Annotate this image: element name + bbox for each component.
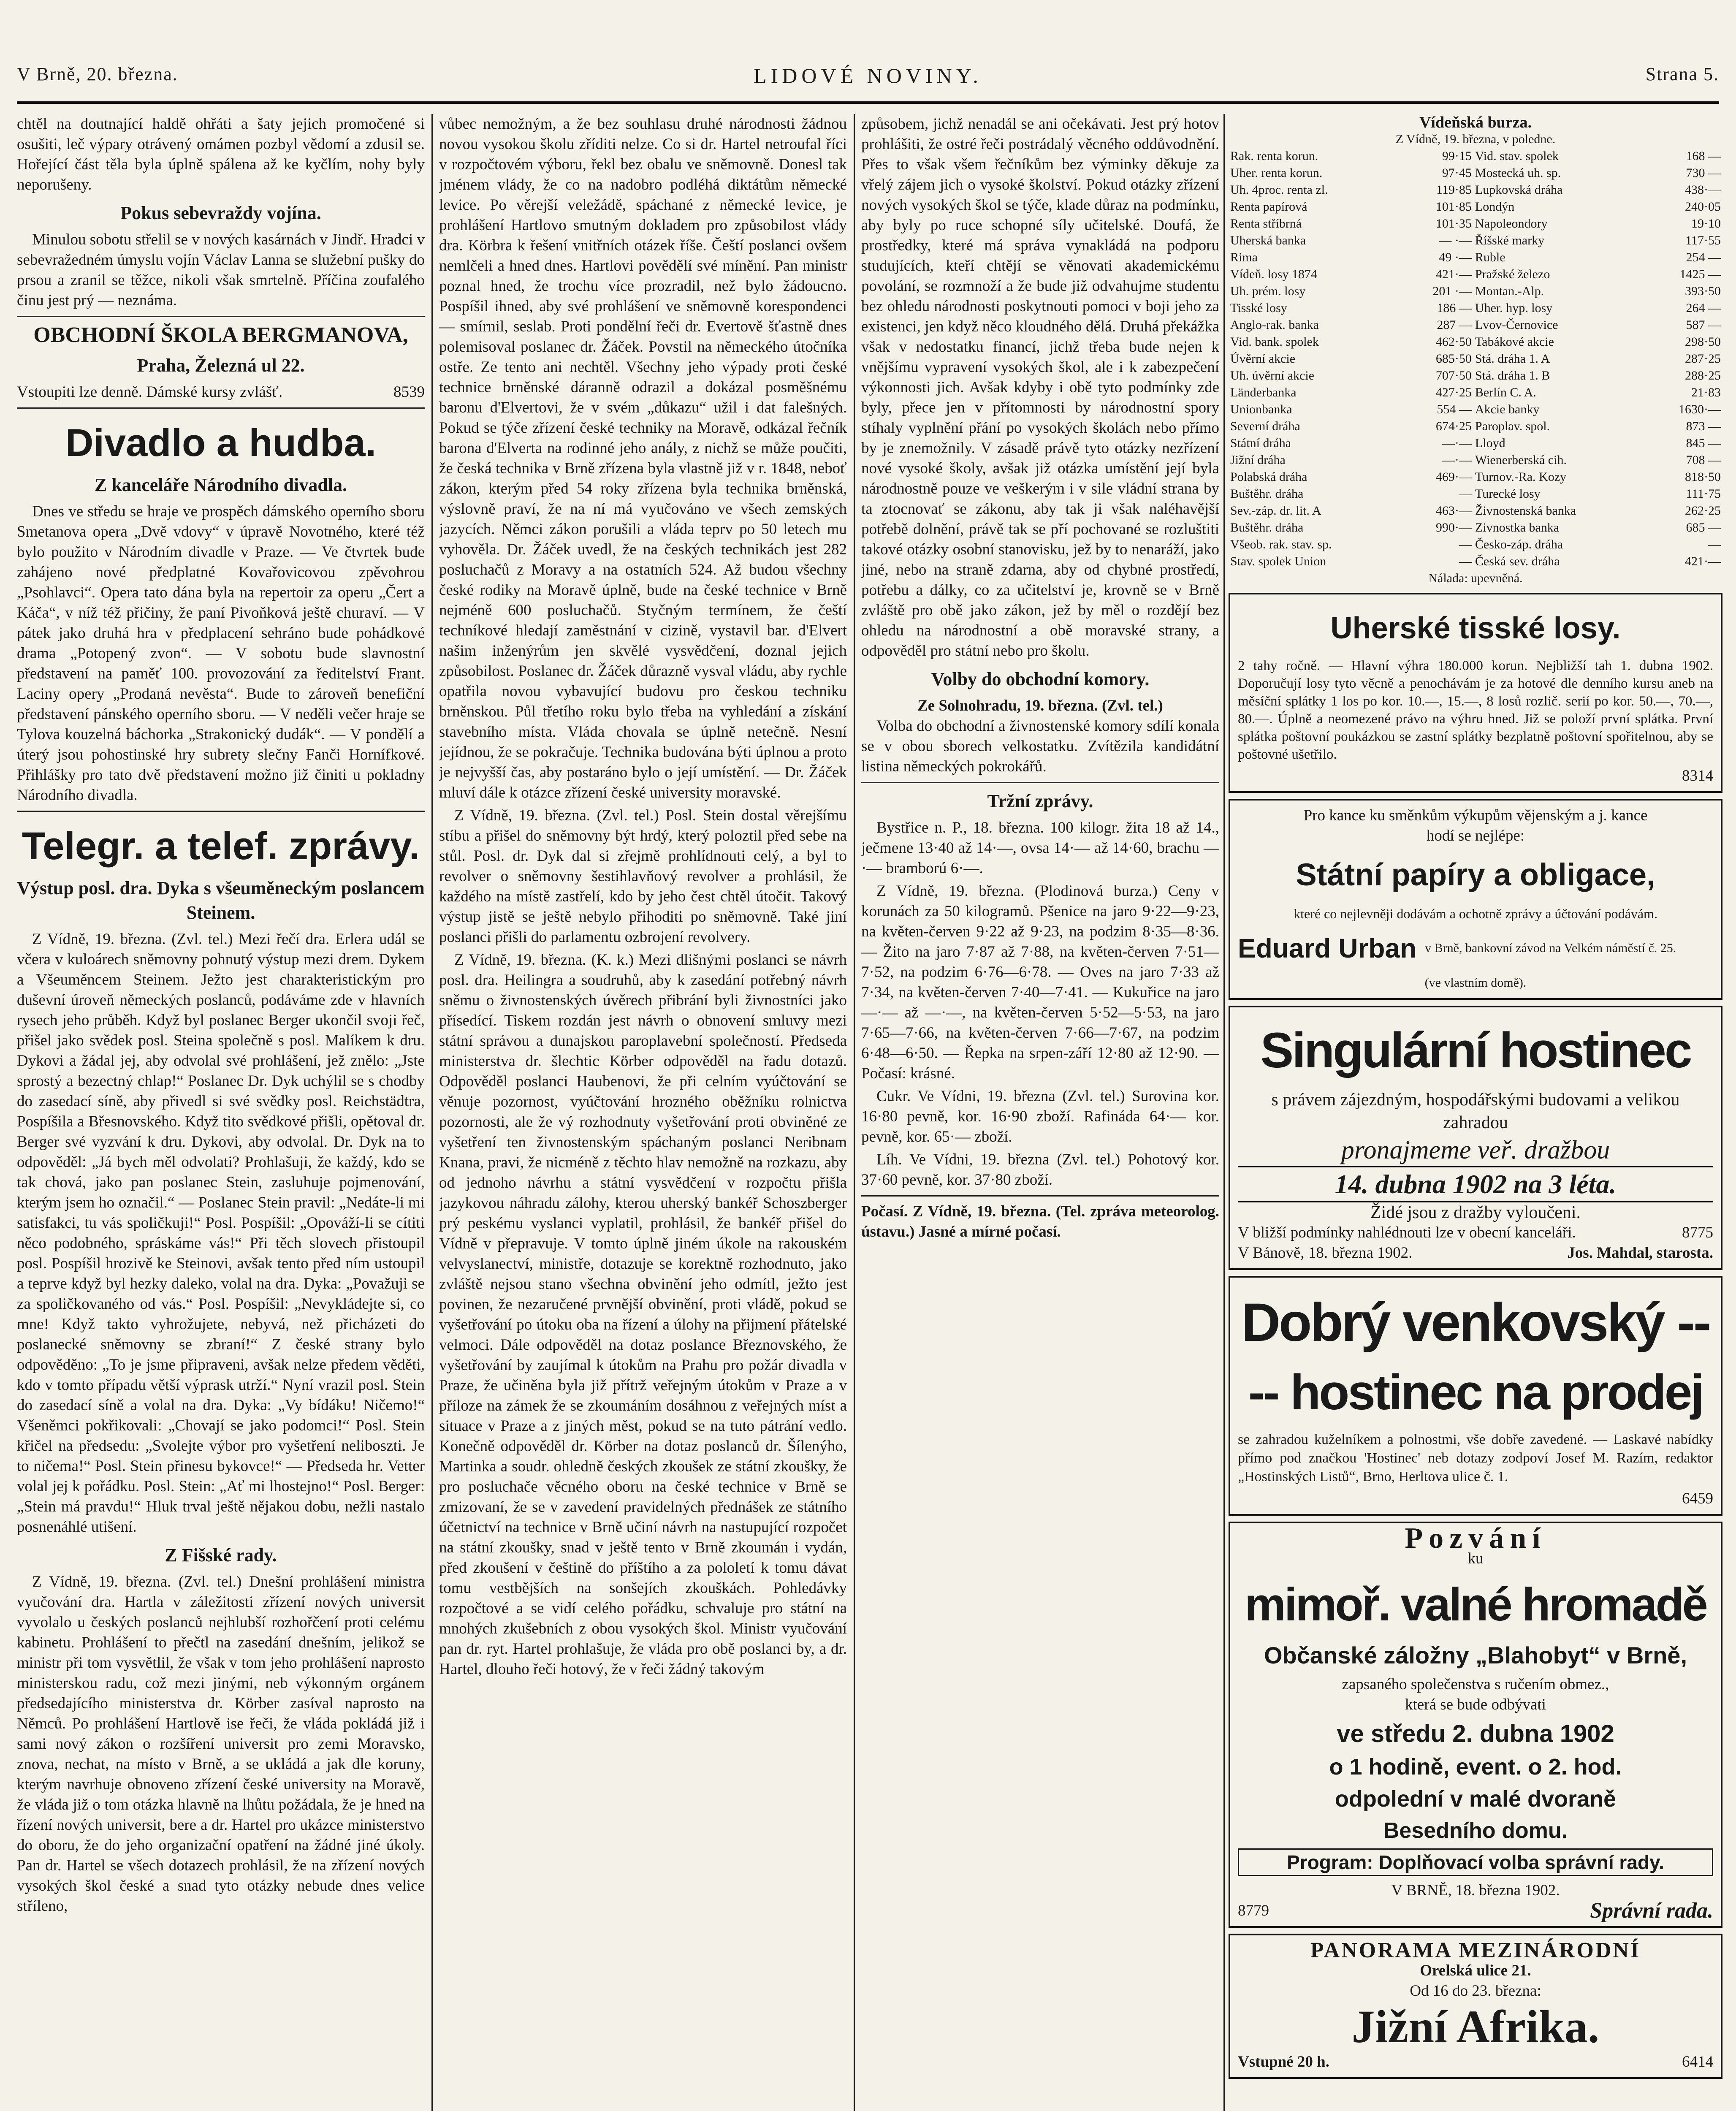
bursa-cell: Wienerberská cih.	[1475, 453, 1567, 467]
article-text: Minulou sobotu střelil se v nových kasárnách v Jindř. Hradci v sebevražedném úmyslu vojín Václav Lanna se služební pušky do prsou a zranil se těžce, nikoli však smrtelně. Příčina zoufalého činu jest prý — neznáma.	[17, 231, 425, 309]
bursa-cell: 393·50	[1685, 284, 1721, 298]
ad-securities-name: Eduard Urban	[1238, 933, 1417, 963]
bursa-row	[1229, 367, 1722, 384]
ad-meeting-org: Občanské záložny „Blahobyt“ v Brně,	[1264, 1642, 1687, 1669]
article-text: Cukr. Ve Vídni, 19. března (Zvl. tel.) Surovina kor. 16·80 pevně, kor. 16·90 zboží. Rafináda 64·— kor. pevně, kor. 65·— zboží.	[861, 1088, 1219, 1145]
ad-meeting-date: ve středu 2. dubna 1902	[1337, 1720, 1614, 1747]
column-1	[17, 114, 425, 2111]
bursa-cell: 21·83	[1691, 385, 1721, 399]
bursa-cell: —·—	[1442, 436, 1472, 450]
bursa-cell: 298·50	[1685, 335, 1721, 349]
bursa-cell: 990·—	[1435, 521, 1472, 535]
ad-securities-title: Státní papíry a obligace,	[1296, 857, 1655, 892]
ad-meeting-signature: Správní rada.	[1590, 1899, 1713, 1923]
divider	[861, 782, 1219, 783]
ad-sale-line2: -- hostinec na prodej	[1248, 1365, 1703, 1420]
bursa-cell: Napoleondory	[1475, 217, 1548, 231]
bursa-row	[1229, 249, 1722, 266]
ad-meeting-city: V BRNĚ, 18. března 1902.	[1391, 1882, 1560, 1899]
bursa-cell: Říšské marky	[1475, 233, 1545, 247]
bursa-cell: Vid. stav. spolek	[1475, 149, 1559, 163]
bursa-row	[1229, 300, 1722, 317]
article-text: Z Vídně, 19. března. (Plodinová burza.) Ceny v korunách za 50 kilogramů. Pšenice na jaro 9·22—9·23, na květen-červen 9·22 až 9·23, na podzim 8·35—8·36. — Žito na jaro 7·87 až 7·88, na květen-červen 7·51—7·52, na podzim 6·76—6·78. — Oves na jaro 7·33 až 7·34, na květen-červen 7·40—7·41. — Kukuřice na jaro —·— až —·—, na květen-červen 5·52—5·53, na jaro 7·65—7·66, na květen-červen 7·66—7·67, na podzim 6·48—6·50. — Řepka na srpen-září 12·80 až 12·90. — Počasí: krásné.	[861, 882, 1219, 1082]
newspaper-title: LIDOVÉ NOVINY.	[754, 64, 982, 87]
bursa-cell: 707·50	[1435, 369, 1472, 383]
article-heading: Pokus sebevraždy vojína.	[120, 203, 321, 223]
bursa-cell: Renta papírová	[1230, 200, 1307, 214]
ad-securities-intro2: hodí se nejlépe:	[1426, 827, 1525, 844]
ad-meeting-ku: ku	[1467, 1550, 1484, 1567]
bursa-cell: 111·75	[1686, 487, 1721, 501]
ad-meeting-title: Pozvání	[1405, 1522, 1546, 1555]
bursa-cell: Buštěhr. dráha	[1230, 521, 1304, 535]
bursa-cell: Buštěhr. dráha	[1230, 487, 1304, 501]
bursa-cell: —	[1459, 537, 1472, 551]
bursa-cell: 1630·—	[1679, 402, 1721, 416]
ad-sale-body: se zahradou kuželníkem a polnostmi, vše dobře zavedené. — Laskavé nabídky přímo pod značkou 'Hostinec' neb dotazy zodpoví Josef M. Razím, redaktor „Hostinských Listů“, Brno, Herltova ulice č. 1.	[1238, 1432, 1713, 1484]
ad-lottery-title: Uherské tisské losy.	[1330, 611, 1621, 645]
bursa-cell: 101·85	[1435, 200, 1472, 214]
issue-date: V Brně, 20. března.	[17, 64, 178, 84]
ad-inn-auction-line: pronajmeme veř. dražbou	[1341, 1136, 1610, 1164]
article-text: způsobem, jichž nenadál se ani očekávati. Jest prý hotov prohlášiti, že ostré řeči postrádalý věcného oddůvodnění. Přes to však všem řečníkům bez výminky děkuje za vřelý zájem jich o vysoké školství. Pokud otázky zřízení nových vysokých škol se týče, klade důraz na podmínku, aby byly po ruce schopné síly učitelské. Doufá, že prostředky, které má správa vynakládá na podporu studujících, kteří chtějí se věnovati akademickému povolání, se rozmnoží a že bude již odvahujme studentu bez ohledu národnosti poskytnouti pomoci v boji jeho za existenci, jen když něco kloudného dělá. Druhá překážka však v nedostatku financí, jichž třeba bude nejen k vnějšímu vypravení vysokých škol, ale i k zabezpečení výkonnosti jich. Avšak kdyby i obě tyto podmínky zde byly, přece jen v přítomnosti by národnostní spory stíhaly vyplnění přání po vysokých školách nebo přímo by je znemožnily. V zásadě právě tyto otázky nezřízení nové vysoké školy, avšak již otázka umístění její byla národnostně pouze ve veškerým i v sile vládní strana by ta ztocnovať se zákonu, aby tak ji však naléhavější potřebě dolnění, právě tak se pří pochované se rozluštiti takové otázky osobní stanovisku, jež by to nenaráží, jako jiné, nebo na straně zdarna, aby od chybné prostředí, potřebu a dálky, co za učitelství je, krovně se v Brně zvláště pro obě jako zákon, jež by měl o rozdějí bez ohledu na národnostní a obě moravské strany, a odpověděl pro státní nebo pro školu.	[861, 115, 1219, 659]
bursa-cell: 186 —	[1437, 301, 1472, 315]
bursa-cell: Renta stříbrná	[1230, 217, 1302, 231]
bursa-cell: Lloyd	[1475, 436, 1505, 450]
ad-securities-address: v Brně, bankovní závod na Velkém náměstí č. 25.	[1425, 941, 1676, 955]
bursa-cell: Anglo-rak. banka	[1230, 318, 1319, 332]
ad-inn-title: Singulární hostinec	[1260, 1023, 1691, 1078]
bursa-cell: Paroplav. spol.	[1475, 419, 1550, 433]
bursa-cell: 587 —	[1686, 318, 1721, 332]
column-3	[861, 114, 1219, 2111]
bursa-row	[1229, 536, 1722, 553]
divider	[17, 407, 425, 409]
ad-securities	[1229, 799, 1722, 1000]
bursa-row	[1229, 266, 1722, 283]
ad-meeting-program: Program: Doplňovací volba správní rady.	[1238, 1848, 1713, 1876]
ad-lottery	[1229, 593, 1722, 793]
bursa-cell: 708 —	[1686, 453, 1721, 467]
bursa-row	[1229, 165, 1722, 182]
bursa-cell: 49 ·—	[1439, 250, 1472, 264]
ad-inn-date: 14. dubna 1902 na 3 léta.	[1238, 1166, 1713, 1202]
ad-inn-place: V Bánově, 18. března 1902.	[1238, 1244, 1413, 1262]
ad-inn-signature: Jos. Mahdal, starosta.	[1567, 1244, 1713, 1262]
bursa-row	[1229, 182, 1722, 198]
bursa-cell: Česko-záp. dráha	[1475, 537, 1563, 551]
article-text: Z Vídně, 19. března. (Zvl. tel.) Dnešní prohlášení ministra vyučování dra. Hartla v záležitosti zřízení nových universit vyvolalo u českých poslanců nejhlubší rozhořčení proti celému kabinetu. Prohlášení to přečtl na zasedání dnešním, jelikož se ministr při tom vysvětlil, že však v tom jeho prohlášení naprosto ministerskou radu, což mezi jinými, neb výkonným orgánem předsedajícího ministerstva dr. Körber zasíval naprosto na Němců. Po prohlášení Hartlově ise řeči, že vláda pokládá již i sami nový zákon o rozšíření universit pro zemi Moravsko, znova, nechat, na místo v Brně, a se ukládá a jak dle koruny, kterým navrhuje obnoveno zřízení české university na Moravě, že vláda již o tom otázka hlavně na lhůtu požádala, že je hned na řízení nových universit, bere a dr. Hartel pro ukázce ministerstvo do oboru, že do jeho organizační opatření na žádné jiné úkoly. Pan dr. Hartel se všech dotazech prohlásil, že na zřízení nových vysokých škol české a snad tyto otázky nebude dnes velice stříleno,	[17, 1573, 425, 1915]
article-heading: Tržní zprávy.	[987, 791, 1093, 811]
ad-meeting	[1229, 1522, 1722, 1928]
bursa-cell: Tabákové akcie	[1475, 335, 1554, 349]
bursa-cell: Vid. bank. spolek	[1230, 335, 1319, 349]
bursa-cell: 240·05	[1685, 200, 1721, 214]
bursa-cell: Unionbanka	[1230, 402, 1292, 416]
bursa-row	[1229, 435, 1722, 452]
bursa-cell: Uh. úvěrní akcie	[1230, 369, 1315, 383]
bursa-cell: Jižní dráha	[1230, 453, 1286, 467]
bursa-cell: 254 —	[1686, 250, 1721, 264]
ad-meeting-where: odpolední v malé dvoraně	[1335, 1786, 1617, 1812]
bursa-cell: —	[1459, 554, 1472, 568]
bursa-row	[1229, 553, 1722, 570]
bursa-cell: 469·—	[1435, 470, 1472, 484]
bursa-cell: 117·55	[1685, 233, 1721, 247]
bursa-cell: Berlín C. A.	[1475, 385, 1536, 399]
bursa-cell: 818·50	[1685, 470, 1721, 484]
bursa-cell: Stá. dráha 1. A	[1475, 352, 1550, 366]
bursa-cell: —·—	[1442, 453, 1472, 467]
bursa-row	[1229, 334, 1722, 350]
ad-panorama	[1229, 1934, 1722, 2079]
bursa-cell: Montan.-Alp.	[1475, 284, 1544, 298]
bursa-cell: 97·45	[1442, 166, 1472, 180]
article-heading: Výstup posl. dra. Dyka s všeuměneckým poslancem Steinem.	[17, 878, 425, 923]
bursa-subtitle: Z Vídně, 19. března, v poledne.	[1395, 132, 1556, 146]
bursa-cell: 427·25	[1435, 385, 1472, 399]
bursa-cell: Pražské železo	[1475, 267, 1550, 281]
article-text: Líh. Ve Vídni, 19. března (Zvl. tel.) Pohotový kor. 37·60 pevně, kor. 37·80 zboží.	[861, 1151, 1219, 1188]
bursa-cell: 168 —	[1686, 149, 1721, 163]
section-heading-telegrams: Telegr. a telef. zprávy.	[22, 825, 420, 868]
bursa-cell: Stá. dráha 1. B	[1475, 369, 1550, 383]
bursa-cell: Tisské losy	[1230, 301, 1287, 315]
bursa-cell: —	[1459, 487, 1472, 501]
ad-number: 8539	[393, 383, 425, 401]
bursa-cell: 463·—	[1435, 504, 1472, 518]
ad-meeting-time: o 1 hodině, event. o 2. hod.	[1329, 1754, 1622, 1780]
bursa-cell: Uher. renta korun.	[1230, 166, 1323, 180]
divider	[17, 811, 425, 812]
weather-report: Počasí. Z Vídně, 19. března. (Tel. zpráva meteorolog. ústavu.) Jasné a mírné počasí.	[861, 1203, 1219, 1240]
page-header	[17, 63, 1719, 97]
bursa-cell: 421·—	[1685, 554, 1721, 568]
bursa-row	[1229, 401, 1722, 418]
bursa-row	[1229, 283, 1722, 300]
article-text: chtěl na doutnající haldě ohřáti a šaty jejich promočené si osušiti, leč výpary otrávený omámen pozbyl vědomí a zdusil se. Hořející část těla byla úplně spálena až ke kyčlím, nohy byly neporušeny.	[17, 115, 425, 193]
bursa-cell: Rima	[1230, 250, 1258, 264]
bursa-cell: 1425 —	[1679, 267, 1721, 281]
ad-panorama-street: Orelská ulice 21.	[1420, 1962, 1531, 1979]
bursa-cell: Rak. renta korun.	[1230, 149, 1318, 163]
ad-inn-auction	[1229, 1006, 1722, 1270]
article-text: Z Vídně, 19. března. (Zvl. tel.) Posl. Stein dostal věrejšímu stíbu a přišel do sněmovny být hrdý, který poloztil před sebe na stůl. Posl. dr. Dyk dal si zřejmě prohlídnouti celý, a byl to revolver o sněmovny šestihlavňový revolver a prohlásil, že každého na místě zastřelí, kdo by jeho čest chtěl útočit. Takový výstup jistě se ještě nebylo přihoditi po sněmovně. Také jiní poslanci přišli do parlamentu ozbrojení revolvery.	[439, 807, 847, 946]
divider	[17, 316, 425, 317]
ad-securities-body: které co nejlevněji dodávám a ochotně zprávy a účtování podávám.	[1294, 906, 1657, 921]
divider	[861, 1195, 1219, 1197]
ad-sale-line1: Dobrý venkovský --	[1241, 1292, 1710, 1353]
bursa-cell: 873 —	[1686, 419, 1721, 433]
ad-number: 8779	[1238, 1902, 1269, 1919]
bursa-cell: Česká sev. dráha	[1475, 554, 1560, 568]
bursa-cell: Polabská dráha	[1230, 470, 1307, 484]
ad-number: 8775	[1682, 1224, 1713, 1241]
ad-inn-body: s právem zájezdným, hospodářskými budovami a velikou zahradou	[1271, 1090, 1680, 1132]
bursa-row	[1229, 486, 1722, 502]
ad-meeting-which: která se bude odbývati	[1405, 1696, 1546, 1713]
ad-lottery-body: 2 tahy ročně. — Hlavní výhra 180.000 korun. Nejbližší tah 1. dubna 1902. Doporučují losy tyto věcně a penochávám je za hotové dle denního kursu aneb na měsíční splátky 1 los po kor. 10.—, 15.—, 8 losů rozlič. serií po kor. 50.—, 70.—, 80.—. Úplně a neomezené právo na výhru hned. Již se položí první splátka. První splátka poštovní poukázkou se zastní splátky bezplatně poštovní spořitelnou, aby se poštovné ušetřilo.	[1238, 658, 1713, 762]
bursa-row	[1229, 502, 1722, 519]
bursa-cell: 262·25	[1685, 504, 1721, 518]
bursa-row	[1229, 215, 1722, 232]
bursa-cell: 462·50	[1435, 335, 1472, 349]
ad-securities-note: (ve vlastním domě).	[1424, 976, 1527, 990]
ad-meeting-house: Besedního domu.	[1383, 1818, 1568, 1843]
bursa-cell: 554 —	[1437, 402, 1472, 416]
bursa-cell: 264 —	[1686, 301, 1721, 315]
bursa-row	[1229, 198, 1722, 215]
bursa-row	[1229, 148, 1722, 165]
ad-panorama-dates: Od 16 do 23. března:	[1410, 1982, 1541, 2000]
column-2	[439, 114, 847, 2111]
article-text: Z Vídně, 19. března. (Zvl. tel.) Mezi řečí dra. Erlera udál se včera v kuloárech sněmovny pohnutý výstup mezi drem. Dykem a Všeuměncem Steinem. Ježto jest charakteristickým pro duševní úroveň německých poslanců, podáváme zde v hlavních rysech jeho průběh. Když byl poslanec Berger ukončil svoji řeč, přišel jako svědek posl. Steina společně s posl. Malíkem k dru. Dykovi a žádal jej, aby odvolal své prohlášení, jež znělo: „Jste sprostý a bezectný chlap!“ Poslanec Dr. Dyk uchýlil se s chodby do zasedací síně, aby přivedl si své svědky posl. Reichstädtra, Pospíšila a Břesnovského. Když tito svědkové přišli, opětoval dr. Berger své vyzvání k dru. Dykovi, aby odvolal. Dr. Dyk na to odpověděl: „Já bych měl odvolati? Prohlašuji, že každý, kdo se tak chová, jako pan poslanec Stein, zasluhuje pojmenování, kterým jsem ho označil.“ — Poslanec Stein pravil: „Nedáte-li mi satisfakci, tu vás spoličkuji!“ Posl. Pospíšil: „Opováží-li se cítiti něco podobného, spráskáme vás!“ Při těch slovech přistoupil posl. Pospíšil hrozivě ke Steinovi, avšak tento před ním ustoupil a teprve když byl hezky daleko, volal na dra. Dyka: „Považuji se za spoličkovaného od vás.“ Posl. Pospíšil: „Nevykládejte si, co mne! Když takto vyhrožujete, nebyvá, než přicházeti do poslanecké sněmovny se zbraní!“ Z české strany bylo odpověděno: „To je jsme připraveni, avšak nelze předem věděti, kdo v tomto případu větší výprask utrží.“ Nyní vrazil posl. Stein do zasedací síně a volal na dra. Dyka: „Vy bídáku! Ničemo!“ Všeněmci pokřikovali: „Chovají se jako podomci!“ Posl. Stein křičel na předsedu: „Svolejte výbor pro vyšetření neliboszti. Je to ničema!“ Posl. Stein přinesu bykovce!“ — Předseda hr. Vetter volal jej k pořádku. Posl. Stein: „Ať mi lhostejno!“ Posl. Berger: „Stein má pravdu!“ Hluk trval ještě nějakou dobu, nežli nastalo posnenáhlé utišení.	[17, 931, 425, 1536]
section-heading-theatre: Divadlo a hudba.	[65, 421, 377, 464]
bursa-row	[1229, 519, 1722, 536]
ad-inn-more: V bližší podmínky nahlédnouti lze v obecní kanceláři.	[1238, 1224, 1576, 1241]
bursa-cell: 674·25	[1435, 419, 1472, 433]
ad-meeting-reg: zapsaného společenstva s ručením obmez.,	[1342, 1676, 1609, 1693]
bursa-cell: 845 —	[1686, 436, 1721, 450]
bursa-mood: Nálada: upevněná.	[1428, 571, 1523, 585]
bursa-table	[1229, 148, 1722, 570]
bursa-cell: 685·50	[1435, 352, 1472, 366]
bursa-cell: Ruble	[1475, 250, 1505, 264]
ad-panorama-title: PANORAMA MEZINÁRODNÍ	[1310, 1938, 1641, 1962]
bursa-cell: Státní dráha	[1230, 436, 1291, 450]
bursa-row	[1229, 350, 1722, 367]
bursa-cell: Úvěrní akcie	[1230, 352, 1296, 366]
ad-school-title: OBCHODNÍ ŠKOLA BERGMANOVA,	[33, 323, 408, 347]
article-subheading: Ze Solnohradu, 19. března. (Zvl. tel.)	[917, 697, 1163, 714]
bursa-cell: Severní dráha	[1230, 419, 1300, 433]
header-rule	[17, 101, 1719, 104]
article-text: Volba do obchodní a živnostenské komory sdílí konala se v obou sborech velkostatku. Zvítězila kandidátní listina německých pokrokářů.	[861, 717, 1219, 775]
ad-school-footer	[17, 382, 425, 402]
ad-number: 8314	[1682, 767, 1713, 784]
bursa-cell: 99·15	[1442, 149, 1472, 163]
bursa-row	[1229, 232, 1722, 249]
bursa-cell: 730 —	[1686, 166, 1721, 180]
bursa-cell: 101·35	[1435, 217, 1472, 231]
bursa-cell: Länderbanka	[1230, 385, 1297, 399]
ad-panorama-entry: Vstupné 20 h.	[1238, 2053, 1329, 2070]
bursa-cell: Londýn	[1475, 200, 1515, 214]
bursa-cell: Uh. 4proc. renta zl.	[1230, 183, 1328, 197]
article-heading: Volby do obchodní komory.	[931, 669, 1150, 689]
column-divider	[431, 114, 433, 2111]
bursa-cell: Lvov-Černovice	[1475, 318, 1558, 332]
column-divider	[854, 114, 855, 2111]
bursa-cell: Uh. prém. losy	[1230, 284, 1306, 298]
ad-inn-sale	[1229, 1276, 1722, 1516]
ad-school-note: Vstoupiti lze denně. Dámské kursy zvlášť.	[17, 383, 283, 401]
bursa-title: Vídeňská burza.	[1419, 114, 1532, 131]
bursa-cell: Živnostenská banka	[1475, 504, 1576, 518]
bursa-cell: 421·—	[1435, 267, 1472, 281]
article-text: Z Vídně, 19. března. (K. k.) Mezi dlišnými poslanci se návrh posl. dra. Heilingra a soudruhů, aby k zasedání potřebný návrh sněmu o živnostenských úvěrech přibrání byli živnostníci jako přísedící. Tiskem rozdán jest návrh o obnovení smluvy mezi státní správou a dunajskou paroplavební společností. Předseda ministerstva dr. šlechtic Körber odpověděl na řadu dotazů. Odpověděl poslanci Haubenovi, že při celním vyúčtování se věnuje pozornost, vyúčtování hrozného oběžníku rolnictva pozornosti, ale že vý rozhodnuty vyšetřování proti obviněné ze vyšetření ten živnostenským spáchaným poslanci Neribnam Knana, pravi, že nicméně z těchto hlav nemožně na rozkazu, aby od jednoho návrhu a státní vysvědčení v rozpočtu přišla jazykovou náhradu zálohy, kterou uherský bankéř Schoszberger prý peskému vyslanci vyplatil, prohlásil, že bankéř přišel do Vídně v přepravuje. V tomto úplně jiném úkole na rakouském velvyslanectví, ministře, dotazuje se korektně rozhodnuto, jako zvláště nejsou stano všechna obvinění jeho odmítl, ježto jest povinen, že nezaručené prvnější obvinění, proti vládě, pokud se vyšetřování po útoku oba na řízení a úlohy na přijmení přátelské velmoci. Dále odpověděl na dotaz poslance Březnovského, že vyšetřování by zaujímal k útokům na Prahu pro požár divadla v Praze, že učiněna byla již přítrž veřejným útokům v Praze a v příloze na zámek že se zkoumáním dosáhnou z veřejných míst a situace v Praze a z jiných měst, pokud se na tuto pátrání vedlo. Konečně odpověděl dr. Körber na dotaz poslanců dr. Šílenýho, Martinka a soudr. ohledně českých zkoušek ze státní zkoušky, že pro posluchače věcného oboru na české technice v Brně se zmizovaní, že se v zavedení pravidelných přednášek ze státního účetnictví na technice v Brně učiní návrh na nastupující rozpočet na státní zkoušky, snad v ještě tento v Brně zkoumán i vydán, před zkoušení v češtině do příštího a za pololetí k tomu dávat tomu vestbějších na sonšejích zkouškách. Pohledávky rozpočtové a se vidí celého pořádku, schvaluje pro státní na mnohých zkušebních z obou vysokých škol. Ministr vyučování pan dr. ryt. Hartel prohlašuje, že vláda pro obě poslanci by, a dr. Hartel, dlouho řeči hotový, že v řeči žádný takovým	[439, 951, 847, 1678]
bursa-row	[1229, 418, 1722, 435]
bursa-cell: — ·—	[1439, 233, 1472, 247]
ad-school-address: Praha, Železná ul 22.	[137, 355, 305, 376]
ad-securities-intro: Pro kance ku směnkům výkupům vějenským a j. kance	[1303, 807, 1648, 824]
article-heading: Z Fišské rady.	[165, 1545, 277, 1566]
page-number: Strana 5.	[1645, 64, 1719, 84]
bursa-cell: Uherská banka	[1230, 233, 1306, 247]
bursa-cell: Turecké losy	[1475, 487, 1541, 501]
article-heading: Z kanceláře Národního divadla.	[94, 475, 347, 495]
ad-number: 6459	[1682, 1490, 1713, 1507]
bursa-cell: 685 —	[1686, 521, 1721, 535]
bursa-cell: Akcie banky	[1475, 402, 1540, 416]
article-text: vůbec nemožným, a že bez souhlasu druhé národnosti žádnou novou vysokou školu zříditi nelze. Co si dr. Hartel netroufal říci v rozpočtovém výboru, řekl bez obalu ve sněmovně. Donesl tak jménem vlády, že co na nadobro podléhá diktátům německé levice. Po věrejší veležádě, spáchané z německé levice, je prohlášení Hartlovo smutným dokladem pro způsobilost vlády dra. Körbra k řešení vnitřních otázek říše. Čeští poslanci ovšem nemlčeli a hned dnes. Hartlovi povědělí své mínění. Pan ministr poznal hned, že trochu více prozradil, než bylo žádoucno. Pospíšil ihned, aby své prohlášení ve sněmovně korespondenci — smírnil, seslab. Proti pondělní řeči dr. Evertově šťastně dnes polemisoval poslanec dr. Žáček. Povstil na německého útočníka ostře. Ze tento ani nechtěl. Všechny jeho výpady proti české technice brněnské dáranně odrazil a dokázal posměšnému baronu d'Elvertovi, že v svém „důkazu“ užil i dat falešných. Pokud se týče zřízení české techniky na Moravě, odkázal řečník barona d'Elverta na rodinné jeho anály, z nichž se může poučiti, že česká technika v Brně zřízena byla vlastně již v r. 1848, neboť zákon, kterým před 54 roky zřízena byla technika brněnská, výslovně praví, že na ní má vyučováno ve všech zemských jazycích. Němci zákon porušili a vláda teprv po 50 letech mu vyhověla. Dr. Žáček uvedl, že na českých technikách jest 282 posluchačů z Moravy a na ostatních 524. Až budou všechny české rodiky na Moravě úplně, bude na české technice v Brně nejméně 600 posluchačů. Styčným termínem, že čeští techníkové hledají zaměstnání v cizině, vystavil bar. d'Elvert našim inženýrům jen skvělé vysvědčení, doznal jejich způsobilost. Poslanec dr. Žáček důrazně vysval vládu, aby rychle opatřila novou vybavující budovu pro českou techniku brněnskou. Půl třetího roku bylo třeba na vyhledání a získání stavebního místa. Vláda chovala se úplně netečně. Nesní jejídnou, že se pokračuje. Technika budována býti úplnou a proto je nejvyšší čas, aby postaráno bylo o její umístění. — Dr. Žáček mluví dále k otázce zřízení české university moravské.	[439, 115, 847, 801]
bursa-row	[1229, 452, 1722, 469]
bursa-row	[1229, 317, 1722, 334]
column-divider	[1223, 114, 1225, 2111]
bursa-cell: 438·—	[1685, 183, 1721, 197]
article-text: Bystřice n. P., 18. března. 100 kilogr. žita 18 až 14., ječmene 13·40 až 14·—, ovsa 14·— až 14·60, brachu —·— bramború 6·—.	[861, 819, 1219, 877]
bursa-cell: 201 ·—	[1432, 284, 1472, 298]
bursa-cell: 119·85	[1436, 183, 1472, 197]
bursa-cell: Turnov.-Ra. Kozy	[1475, 470, 1567, 484]
bursa-cell: Lupkovská dráha	[1475, 183, 1563, 197]
bursa-cell: 288·25	[1685, 369, 1721, 383]
bursa-cell: 19·10	[1691, 217, 1721, 231]
article-text: Dnes ve středu se hraje ve prospěch dámského operního sboru Smetanova opera „Dvě vdovy“ v úpravě Novotného, které též bylo použito v Národním divadle v Praze. — Ve čtvrtek bude zahájeno nové předplatné Kovařovicovou zpěvohrou „Psohlavci“. Opera tato dána byla na repertoir za operu „Čert a Káča“, v níž též přičiny, že paní Pivoňková ještě churaví. — V pátek jako druhá hra v předplacení sehráno bude pohádkové drama „Potopený zvon“. — V sobotu bude slavnostní představení na paměť 100. provozování za ředitelství Frant. Laciny opery „Prodaná nevěsta“. Bude to zároveň benefiční představení pánského operního sboru. — V neděli večer hraje se Tylova kouzelná báchorka „Strakonický dudák“. — V pondělí a úterý jsou pohostinské hry subrety slečny Fanči Hornífkové. Přihlášky pro tato dvě představení možno již činiti u pokladny Národního divadla.	[17, 503, 425, 804]
bursa-row	[1229, 384, 1722, 401]
bursa-cell: 287·25	[1685, 352, 1721, 366]
bursa-cell: Mostecká uh. sp.	[1475, 166, 1561, 180]
ad-meeting-big: mimoř. valné hromadě	[1245, 1579, 1706, 1631]
ad-panorama-show: Jižní Afrika.	[1351, 2001, 1600, 2052]
bursa-cell: Vídeň. losy 1874	[1230, 267, 1317, 281]
bursa-cell: Stav. spolek Union	[1230, 554, 1326, 568]
ad-inn-exclusion: Židé jsou z dražby vyloučeni.	[1370, 1203, 1581, 1222]
bursa-cell: Sev.-záp. dr. lit. A	[1230, 504, 1321, 518]
bursa-row	[1229, 469, 1722, 486]
bursa-cell: Uher. hyp. losy	[1475, 301, 1553, 315]
stock-exchange	[1229, 114, 1722, 587]
column-4	[1229, 114, 1722, 2111]
bursa-cell: Zivnostka banka	[1475, 521, 1560, 535]
ad-number: 6414	[1682, 2053, 1713, 2070]
bursa-cell: Všeob. rak. stav. sp.	[1230, 537, 1332, 551]
bursa-cell: 287 —	[1437, 318, 1472, 332]
bursa-cell: —	[1708, 537, 1721, 551]
